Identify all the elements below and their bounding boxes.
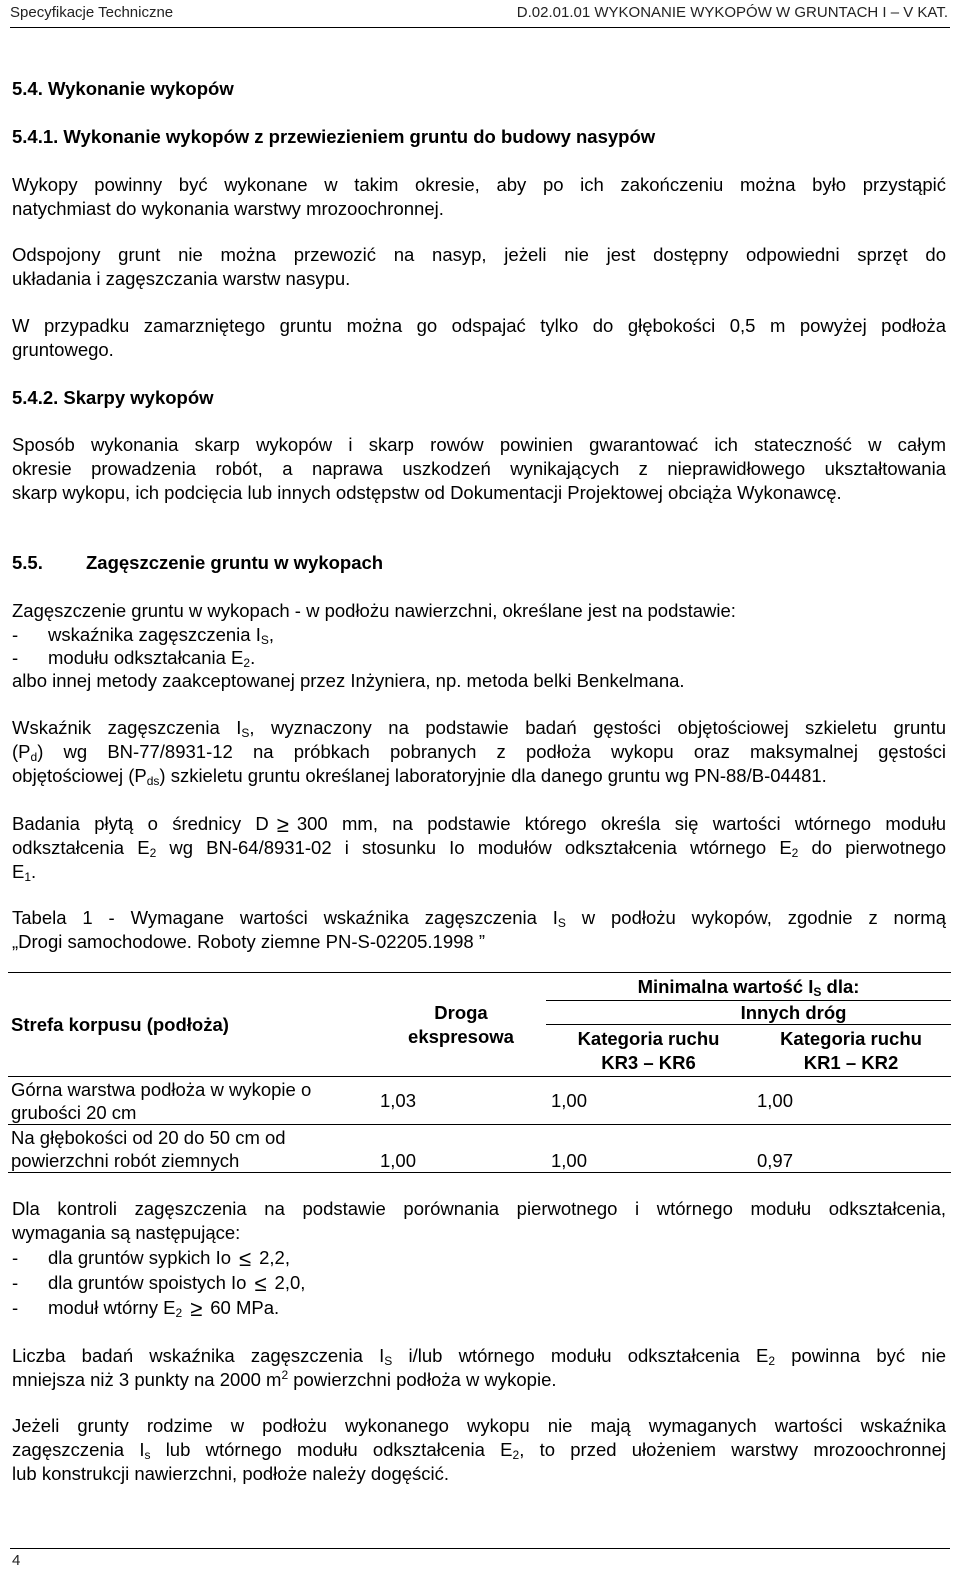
footer-rule <box>10 1548 950 1549</box>
paragraph-line: objętościowej $(P_{ds})$ szkieletu gruntu określanej laboratoryjnie dla danego gruntu wg PN-88/B-04481. <box>12 765 827 788</box>
table-header-min: Minimalna wartość $I_S$ dla: <box>546 973 951 1001</box>
list-dash: - <box>12 1272 19 1293</box>
list-item: dla gruntów spoistych Io ≤ 2,0, <box>48 1271 306 1296</box>
section-5-4-1-title: 5.4.1. Wykonanie wykopów z przewiezieniem gruntu do budowy nasypów <box>12 126 656 147</box>
paragraph-line: Wykopy powinny być wykonane w takim okresie, aby po ich zakończeniu można było przystąpić <box>12 174 946 195</box>
list-dash: - <box>12 647 19 668</box>
table-header-kat1: Kategoria ruchu KR3 – KR6 <box>546 1025 751 1077</box>
paragraph-line: wymagania są następujące: <box>12 1222 241 1243</box>
table-header-kat2: Kategoria ruchu KR1 – KR2 <box>751 1025 951 1077</box>
table-cell: 0,97 <box>751 1125 951 1173</box>
paragraph-line: lub konstrukcji nawierzchni, podłoże należy dogęścić. <box>12 1463 450 1484</box>
paragraph-line: gruntowego. <box>12 339 114 360</box>
list-dash: - <box>12 1297 19 1318</box>
paragraph-line: układania i zagęszczania warstw nasypu. <box>12 268 351 289</box>
table-cell: 1,00 <box>751 1077 951 1125</box>
section-5-4-title: 5.4. Wykonanie wykopów <box>12 78 234 99</box>
header-left: Specyfikacje Techniczne <box>10 4 174 21</box>
table-cell: 1,03 <box>376 1077 546 1125</box>
paragraph-line: $(P_d)$ wg BN-77/8931-12 na próbkach pobranych z podłoża wykopu oraz maksymalnej gęstości <box>12 741 946 764</box>
paragraph-line: albo innej metody zaakceptowanej przez Inżyniera, np. metoda belki Benkelmana. <box>12 670 685 691</box>
table-caption: Tabela 1 - Wymagane wartości wskaźnika zagęszczenia $I_S$ w podłożu wykopów, zgodnie z normą <box>12 907 946 930</box>
compaction-table <box>8 972 951 1173</box>
list-item: dla gruntów sypkich Io ≤ 2,2, <box>48 1246 290 1271</box>
paragraph-line: mniejsza niż 3 punkty na 2000 $m^2$ powierzchni podłoża w wykopie. <box>12 1368 557 1390</box>
paragraph-line: Liczba badań wskaźnika zagęszczenia $I_S$ i/lub wtórnego modułu odkształcenia $E_2$ powinna być nie <box>12 1345 946 1368</box>
paragraph-line: Zagęszczenie gruntu w wykopach - w podłożu nawierzchni, określane jest na podstawie: <box>12 600 736 621</box>
list-dash: - <box>12 1247 19 1268</box>
list-item: wskaźnika zagęszczenia $I_S$, <box>48 624 275 647</box>
paragraph-line: Jeżeli grunty rodzime w podłożu wykonanego wykopu nie mają wymaganych wartości wskaźnika <box>12 1415 946 1436</box>
list-dash: - <box>12 624 19 645</box>
paragraph-line: $E_1$. <box>12 861 37 884</box>
paragraph-line: Wskaźnik zagęszczenia $I_S$, wyznaczony na podstawie badań gęstości objętościowej szkieletu gruntu <box>12 717 946 740</box>
section-5-5-number: 5.5. <box>12 552 43 573</box>
list-item: moduł wtórny $E_2 \ge 60$ MPa. <box>48 1296 280 1321</box>
section-5-5-title: Zagęszczenie gruntu w wykopach <box>86 552 384 573</box>
header-rule <box>10 27 950 28</box>
list-item: modułu odkształcania $E_2$. <box>48 647 256 670</box>
header-right: D.02.01.01 WYKONANIE WYKOPÓW W GRUNTACH I – V KAT. <box>516 4 948 21</box>
paragraph-line: Sposób wykonania skarp wykopów i skarp rowów powinien gwarantować ich stateczność w całym <box>12 434 946 455</box>
table-header-innych: Innych dróg <box>546 1001 951 1025</box>
table-cell: Na głębokości od 20 do 50 cm od powierzchni robót ziemnych <box>8 1125 376 1173</box>
table-row <box>8 1125 951 1173</box>
table-cell: 1,00 <box>546 1125 751 1173</box>
paragraph-line: okresie prowadzenia robót, a naprawa uszkodzeń wynikających z nieprawidłowego ukształtowania <box>12 458 946 479</box>
table-caption: „Drogi samochodowe. Roboty ziemne PN-S-02205.1998 ” <box>12 931 486 952</box>
table-header-strefa: Strefa korpusu (podłoża) <box>8 973 376 1077</box>
paragraph-line: skarp wykopu, ich podcięcia lub innych odstępstw od Dokumentacji Projektowej obciąża Wykonawcę. <box>12 482 842 503</box>
table-cell: 1,00 <box>376 1125 546 1173</box>
paragraph-line: natychmiast do wykonania warstwy mrozoochronnej. <box>12 198 444 219</box>
paragraph-line: Badania płytą o średnicy D ≥ 300 mm, na podstawie którego określa się wartości wtórnego modułu <box>12 812 946 837</box>
table-cell: Górna warstwa podłoża w wykopie o grubości 20 cm <box>8 1077 376 1125</box>
table-cell: 1,00 <box>546 1077 751 1125</box>
paragraph-line: zagęszczenia $I_s$ lub wtórnego modułu odkształcenia $E_2$, to przed ułożeniem warstwy mrozoochronnej <box>12 1439 946 1462</box>
table-header-droga: Droga ekspresowa <box>376 973 546 1077</box>
table-row <box>8 1077 951 1125</box>
paragraph-line: Odspojony grunt nie można przewozić na nasyp, jeżeli nie jest dostępny odpowiedni sprzęt do <box>12 244 946 265</box>
paragraph-line: Dla kontroli zagęszczenia na podstawie porównania pierwotnego i wtórnego modułu odkształcenia, <box>12 1198 946 1219</box>
page-number: 4 <box>12 1552 21 1569</box>
paragraph-line: odkształcenia $E_2$ wg BN-64/8931-02 i stosunku Io modułów odkształcenia wtórnego $E_2$ do pierwotnego <box>12 837 946 860</box>
section-5-4-2-title: 5.4.2. Skarpy wykopów <box>12 387 214 408</box>
paragraph-line: W przypadku zamarzniętego gruntu można go odspajać tylko do głębokości 0,5 m powyżej podłoża <box>12 315 946 336</box>
